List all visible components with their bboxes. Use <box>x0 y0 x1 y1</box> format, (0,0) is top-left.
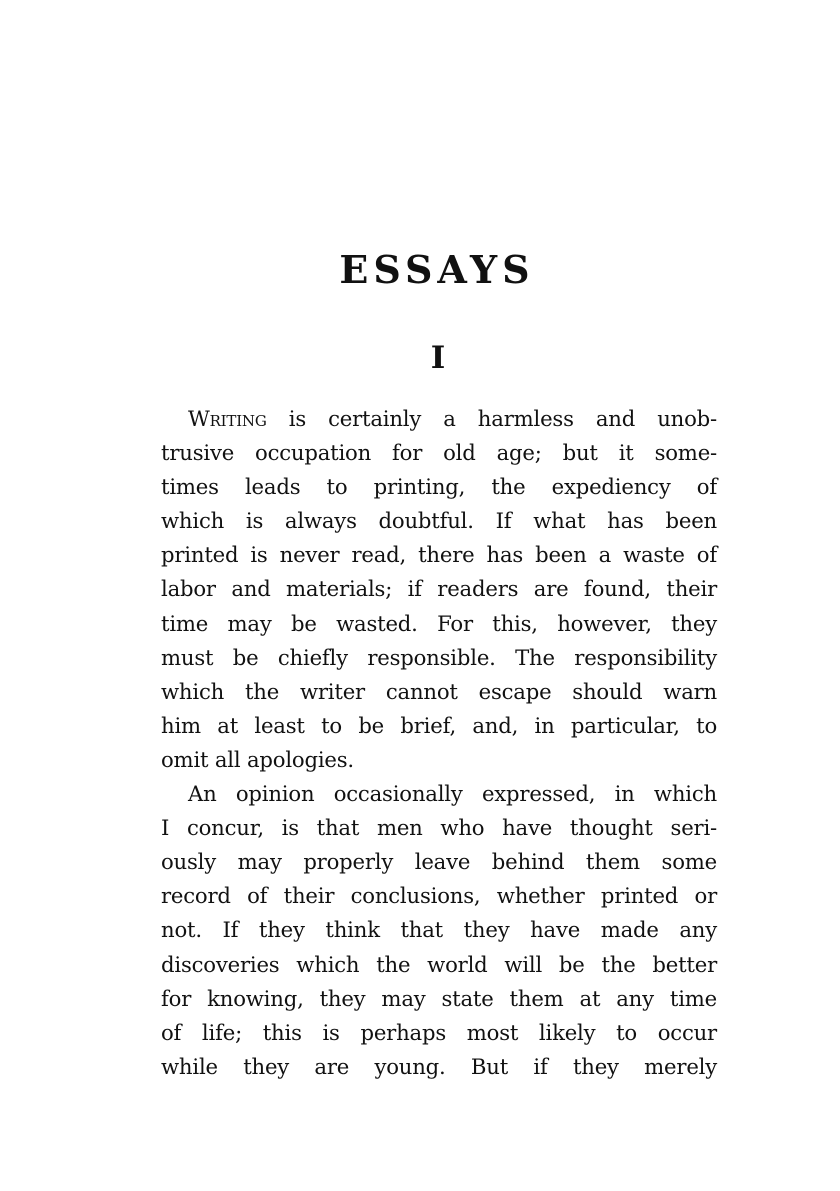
line-text: is certainly a harmless and unob- <box>266 406 717 431</box>
section-number: I <box>430 340 446 376</box>
text-line <box>161 402 717 436</box>
text-line: of life; this is perhaps most likely to occur <box>161 1019 717 1045</box>
essay-body <box>161 402 717 1084</box>
text-line: not. If they think that they have made any <box>161 917 717 943</box>
text-line: while they are young. But if they merely <box>161 1053 717 1079</box>
text-line: him at least to be brief, and, in particular, to <box>161 712 717 738</box>
text-line: which is always doubtful. If what has been <box>161 508 717 534</box>
text-line: printed is never read, there has been a waste of <box>161 542 717 568</box>
text-line: I concur, is that men who have thought seri- <box>161 815 717 841</box>
paragraph-2 <box>161 777 717 1084</box>
text-line: labor and materials; if readers are found, their <box>161 576 717 602</box>
text-line: omit all apologies. <box>161 746 354 772</box>
lead-word: Writing <box>188 406 267 431</box>
text-line: time may be wasted. For this, however, they <box>161 610 717 636</box>
text-line: for knowing, they may state them at any time <box>161 985 717 1011</box>
text-line: which the writer cannot escape should warn <box>161 678 717 704</box>
text-line: discoveries which the world will be the better <box>161 951 717 977</box>
book-title: ESSAYS <box>339 247 535 292</box>
text-line: An opinion occasionally expressed, in which <box>188 781 717 807</box>
text-line: ously may properly leave behind them some <box>161 849 717 875</box>
text-line: times leads to printing, the expediency of <box>161 474 717 500</box>
text-line: trusive occupation for old age; but it some- <box>161 440 717 466</box>
text-line: record of their conclusions, whether printed or <box>161 883 717 909</box>
text-line: must be chiefly responsible. The responsibility <box>161 644 717 670</box>
paragraph-1 <box>161 402 717 777</box>
